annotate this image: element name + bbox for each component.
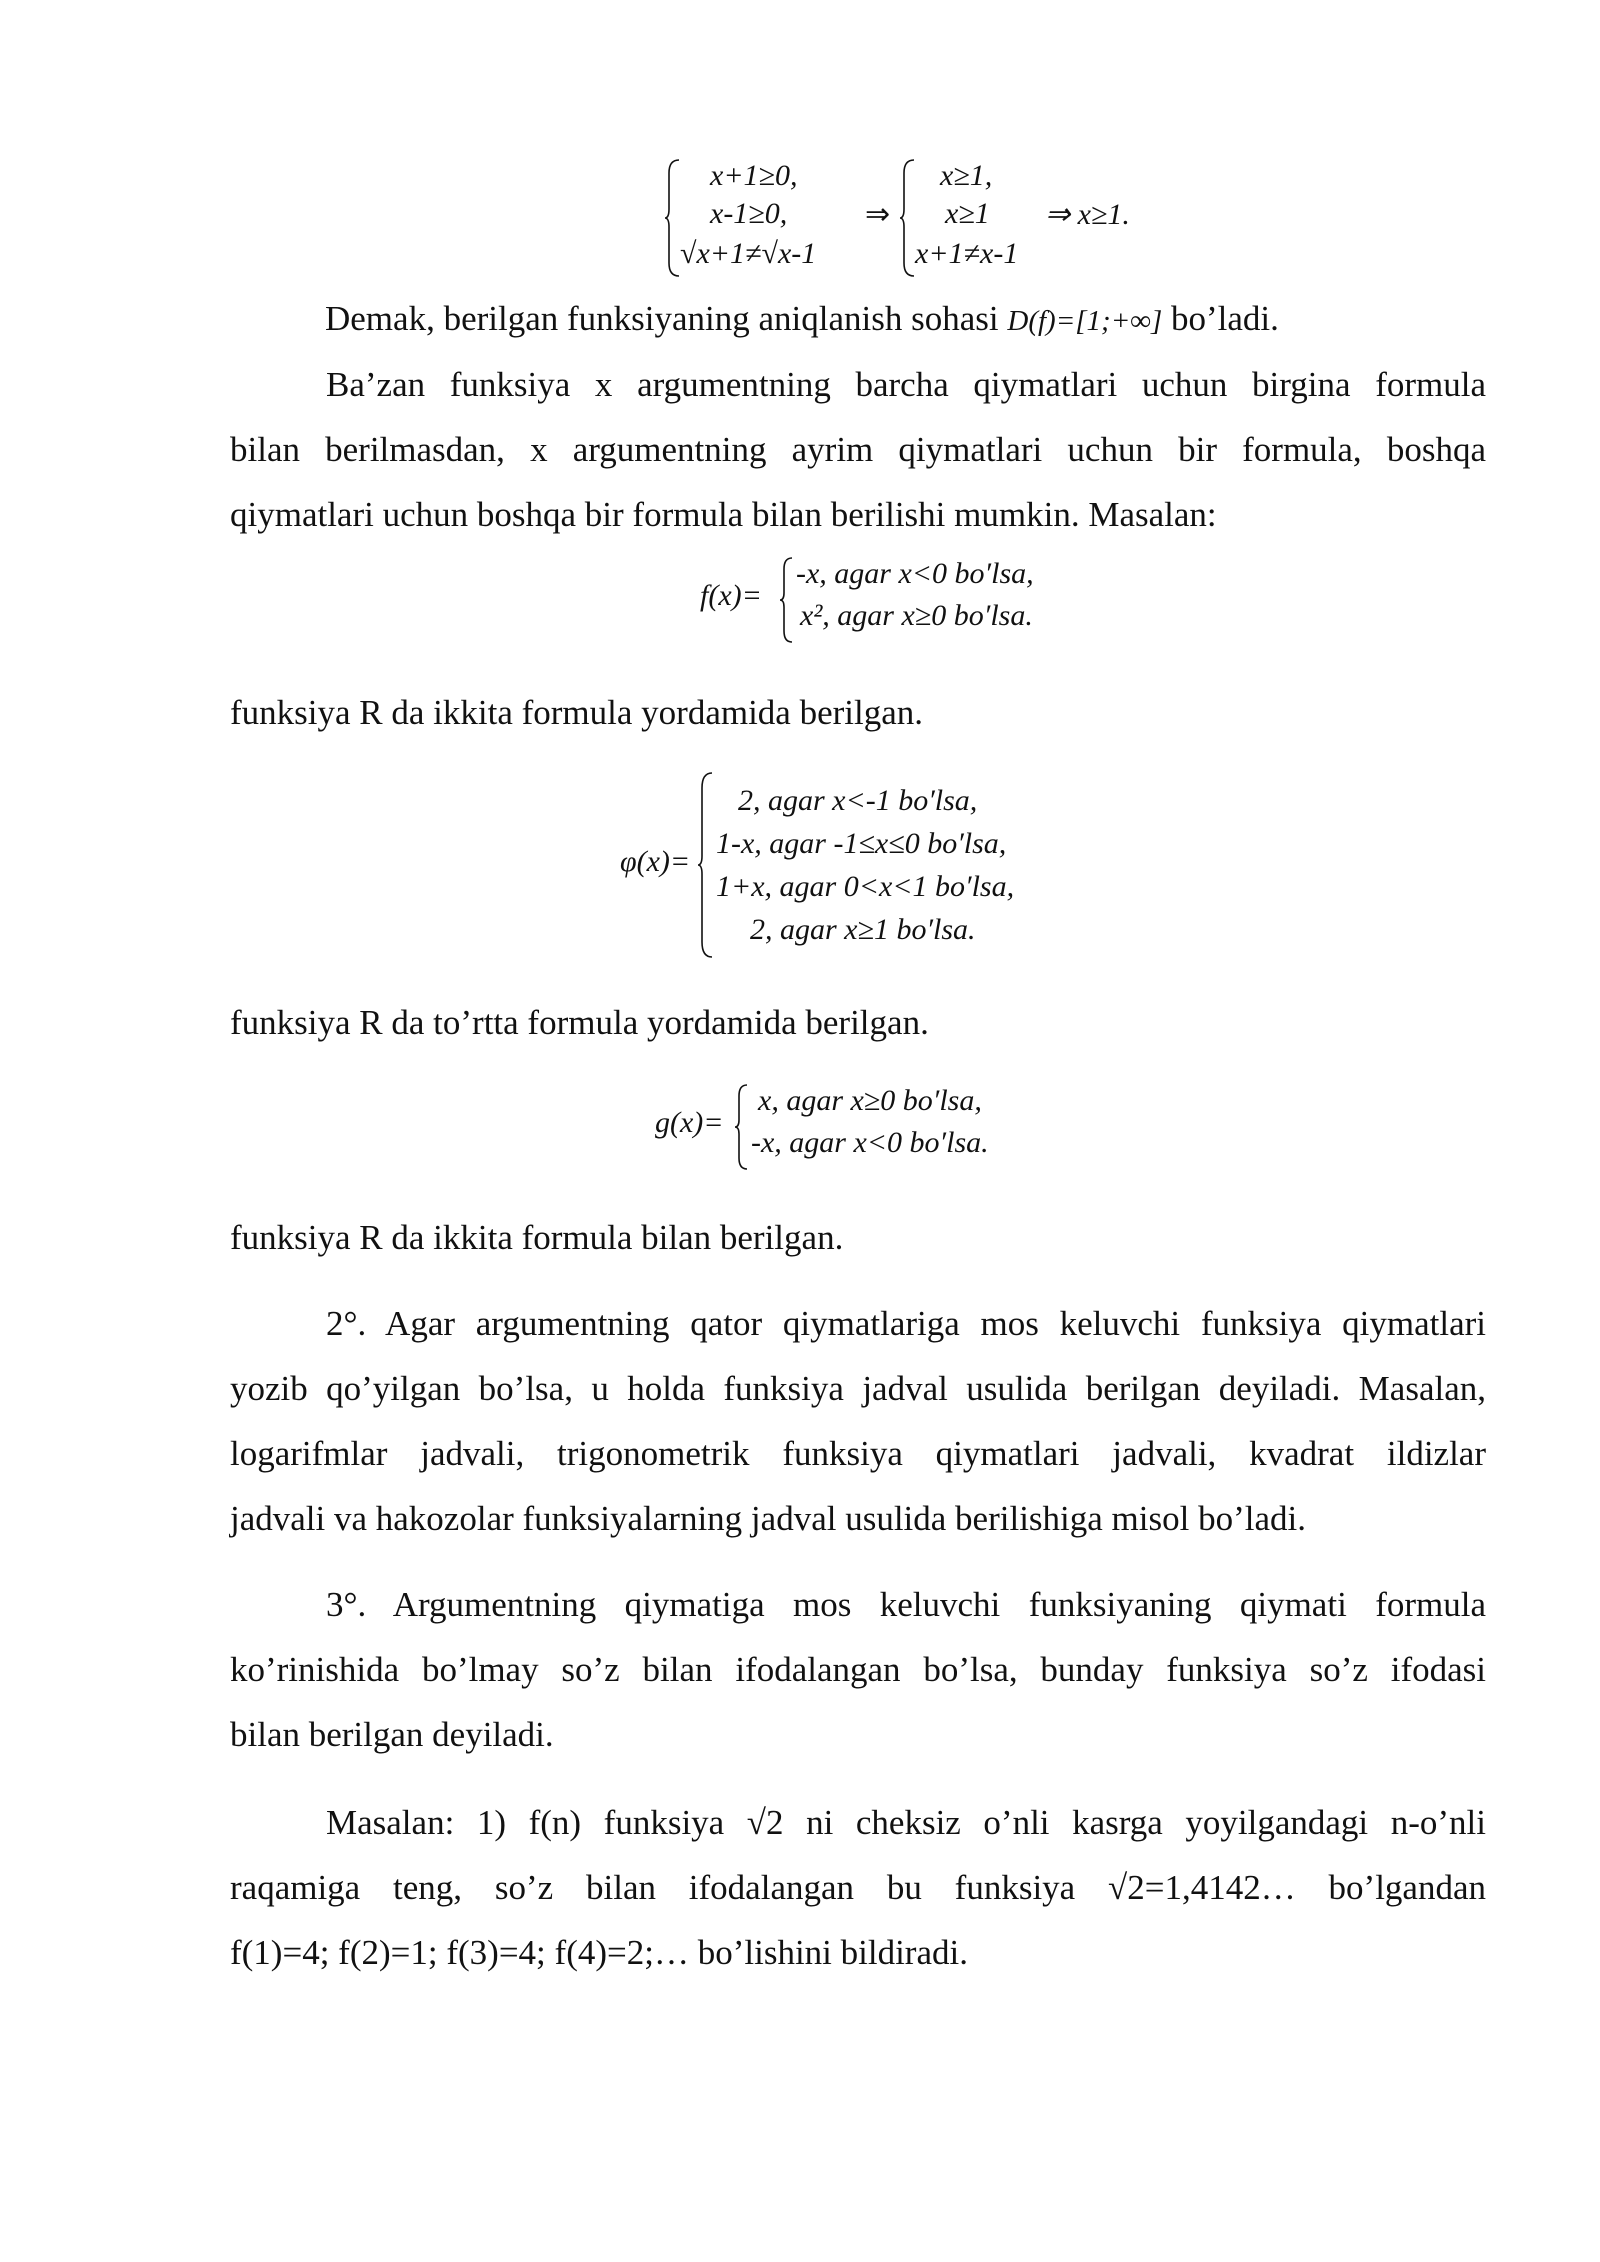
paragraph-line: jadvali va hakozolar funksiyalarning jadval usulida berilishiga misol bo’ladi. [230,1499,1306,1538]
f-case-1: -x, agar x<0 bo′lsa, [796,557,1034,590]
f-brace [780,557,794,651]
paragraph-line: Masalan: 1) f(n) funksiya √2 ni cheksiz o’nli kasrga yoyilgandagi n-o’nli [326,1803,1486,1842]
paragraph-line: raqamiga teng, so’z bilan ifodalangan bu funksiya √2=1,4142… bo’lgandan [230,1868,1486,1907]
system-row-3: √x+1≠√x-1 [680,237,817,270]
paragraph-line: yozib qo’yilgan bo’lsa, u holda funksiya jadval usulida berilgan deyiladi. Masalan, [230,1369,1486,1408]
paragraph-line: ko’rinishida bo’lmay so’z bilan ifodalangan bo’lsa, bunday funksiya so’z ifodasi [230,1650,1486,1689]
right-brace [900,159,916,285]
phi-case-4: 2, agar x≥1 bo′lsa. [750,913,976,946]
phi-case-1: 2, agar x<-1 bo′lsa, [738,784,978,817]
verbal-method-paragraph [230,1572,1486,1767]
paragraph-line: logarifmlar jadvali, trigonometrik funksiya qiymatlari jadvali, kvadrat ildizlar [230,1434,1486,1473]
domain-system-equation [660,155,1180,285]
piecewise-g-equation [655,1082,1095,1172]
f-description: funksiya R da ikkita formula yordamida berilgan. [230,693,924,732]
result-row-3: x+1≠x-1 [915,237,1019,270]
conclusion-tail: bo’ladi. [1170,299,1279,338]
g-case-1: x, agar x≥0 bo′lsa, [758,1084,982,1117]
paragraph-line: 2°. Agar argumentning qator qiymatlariga mos keluvchi funksiya qiymatlari [326,1304,1486,1343]
paragraph-line: qiymatlari uchun boshqa bir formula bilan berilishi mumkin. Masalan: [230,495,1217,534]
piecewise-intro-paragraph [230,352,1486,547]
implies-arrow: ⇒ [865,198,891,231]
paragraph-line: f(1)=4; f(2)=1; f(3)=4; f(4)=2;… bo’lishini bildiradi. [230,1933,968,1972]
table-method-paragraph [230,1291,1486,1551]
g-lhs: g(x)= [655,1106,724,1139]
result-row-1: x≥1, [940,159,993,192]
paragraph-line: Ba’zan funksiya x argumentning barcha qiymatlari uchun birgina formula [326,365,1486,404]
paragraph-line: bilan berilmasdan, x argumentning ayrim qiymatlari uchun bir formula, boshqa [230,430,1486,469]
g-case-2: -x, agar x<0 bo′lsa. [751,1126,989,1159]
paragraph-line: 3°. Argumentning qiymatiga mos keluvchi funksiyaning qiymati formula [326,1585,1486,1624]
left-brace [665,159,681,285]
domain-conclusion-paragraph [325,286,1485,354]
conclusion-text: Demak, berilgan funksiyaning aniqlanish sohasi [325,299,999,338]
final-implication: ⇒ x≥1. [1045,198,1130,231]
system-row-1: x+1≥0, [710,159,798,192]
phi-description: funksiya R da to’rtta formula yordamida berilgan. [230,1003,929,1042]
example-paragraph [230,1790,1486,1985]
g-description: funksiya R da ikkita formula bilan berilgan. [230,1218,844,1257]
phi-brace [698,772,714,966]
piecewise-phi-equation [620,770,1140,960]
phi-lhs: φ(x)= [620,845,691,878]
phi-case-2: 1-x, agar -1≤x≤0 bo′lsa, [716,827,1007,860]
result-row-2: x≥1 [945,197,990,230]
g-brace [735,1084,749,1178]
f-case-2: x², agar x≥0 bo′lsa. [800,599,1033,632]
system-row-2: x-1≥0, [710,197,788,230]
piecewise-f-equation [700,555,1140,645]
domain-formula: D(f)=[1;+∞] [1007,305,1163,337]
phi-case-3: 1+x, agar 0<x<1 bo′lsa, [716,870,1015,903]
paragraph-line: bilan berilgan deyiladi. [230,1715,554,1754]
f-lhs: f(x)= [700,579,762,612]
